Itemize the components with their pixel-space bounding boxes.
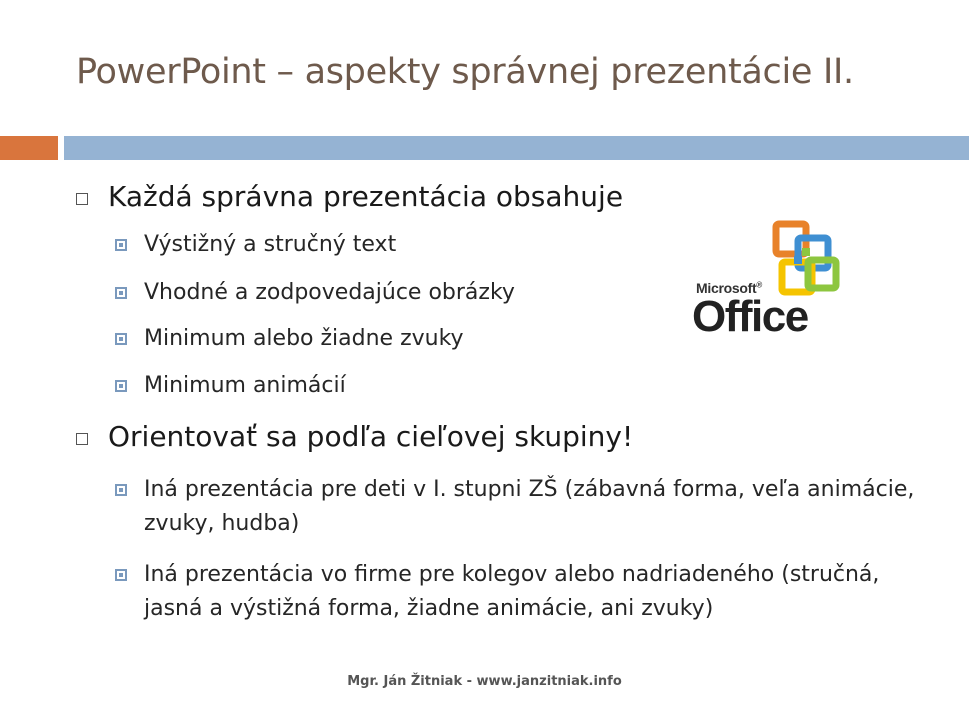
bullet-2 (76, 420, 633, 453)
square-sub-bullet-icon (115, 287, 127, 299)
sub-bullet-text: Iná prezentácia pre deti v I. stupni ZŠ (zábavná forma, veľa animácie, zvuky, hudba) (144, 477, 915, 536)
square-sub-bullet-icon (115, 380, 127, 392)
square-sub-bullet-icon (115, 333, 127, 345)
logo-brand: Microsoft® (696, 280, 762, 296)
bullet-1 (76, 180, 623, 213)
slide-title: PowerPoint – aspekty správnej prezentácie II. (76, 52, 854, 92)
sub-bullet-text: Minimum animácií (144, 373, 346, 398)
sub-bullet-text: Vhodné a zodpovedajúce obrázky (144, 280, 515, 305)
sub-bullet-text: Minimum alebo žiadne zvuky (144, 326, 464, 351)
square-sub-bullet-icon (115, 569, 127, 581)
microsoft-office-logo (690, 220, 855, 345)
sub-bullet-1-4 (115, 369, 935, 403)
footer-credit: Mgr. Ján Žitniak - www.janzitniak.info (347, 674, 622, 689)
square-bullet-icon (76, 193, 88, 205)
square-sub-bullet-icon (115, 239, 127, 251)
square-bullet-icon (76, 433, 88, 445)
sub-bullet-text: Iná prezentácia vo firme pre kolegov alebo nadriadeného (stručná, jasná a výstižná forma, žiadne animácie, ani zvuky) (144, 562, 880, 621)
bullet-1-text: Každá správna prezentácia obsahuje (108, 180, 624, 213)
logo-product: Office (692, 292, 808, 341)
accent-bar-blue (64, 136, 969, 160)
bullet-2-text: Orientovať sa podľa cieľovej skupiny! (108, 420, 634, 453)
square-sub-bullet-icon (115, 484, 127, 496)
accent-bar-orange (0, 136, 58, 160)
sub-bullet-2-1 (115, 473, 935, 541)
sub-bullet-text: Výstižný a stručný text (144, 232, 397, 257)
sub-bullet-2-2 (115, 558, 935, 626)
